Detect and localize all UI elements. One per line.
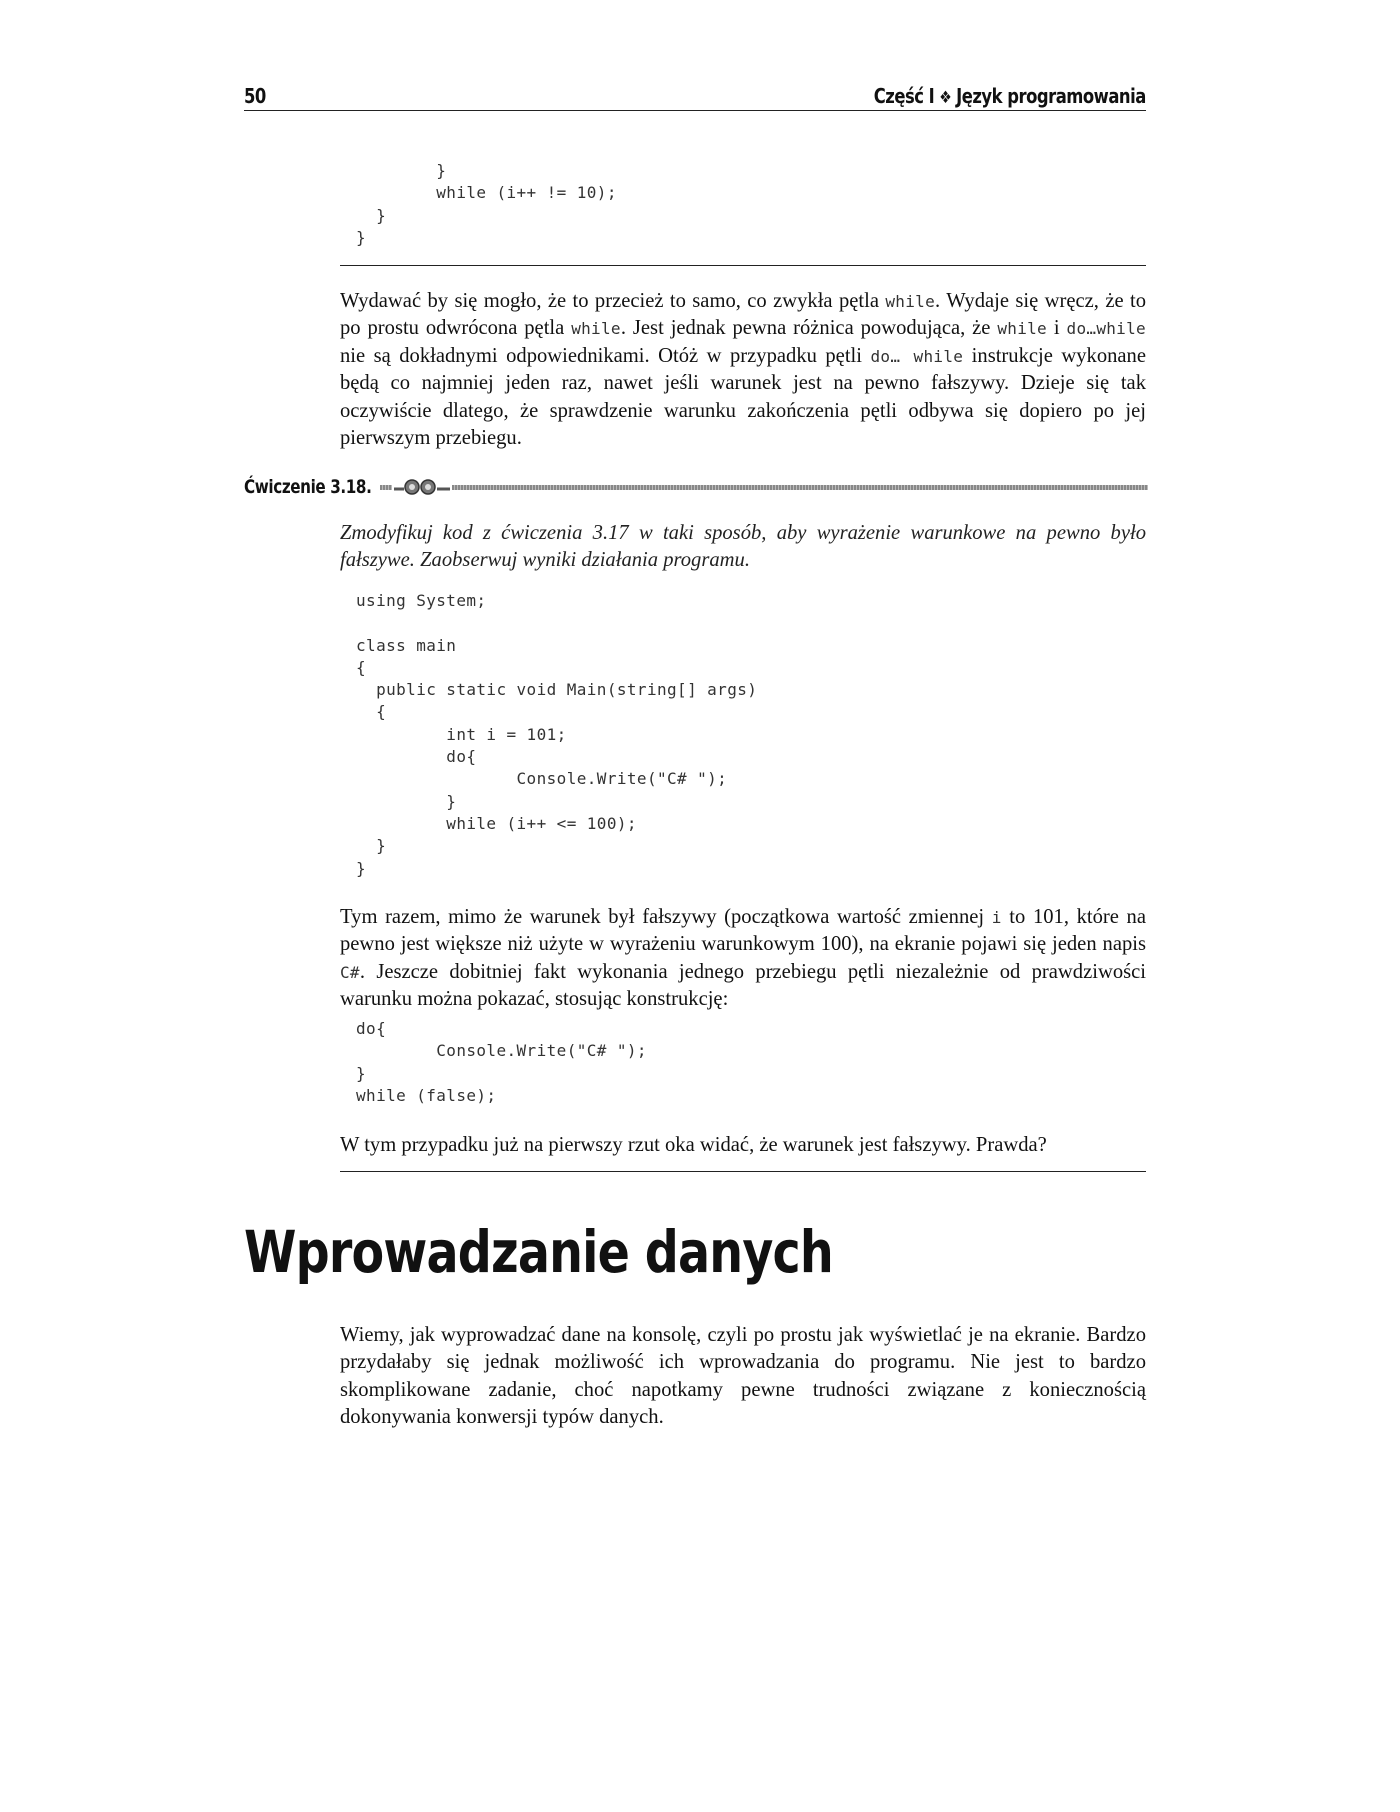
diamond-separator-icon: ❖ (939, 88, 952, 108)
running-title (874, 84, 1146, 108)
exercise-header (244, 476, 1148, 502)
exercise-rule (380, 485, 1148, 490)
page-number: 50 (244, 84, 266, 108)
divider-top (340, 265, 1146, 266)
paragraph-false: W tym przypadku już na pierwszy rzut oka widać, że warunek jest fałszywy. Prawda? (340, 1134, 1047, 1156)
section-heading: Wprowadzanie danych (244, 1218, 833, 1286)
code-block-top: } while (i++ != 10); } } (356, 161, 617, 247)
section-paragraph: Wiemy, jak wyprowadzać dane na konsolę, czyli po prostu jak wyświetlać je na ekranie. Bardzo przydałaby się jednak możliwość ich wprowadzania do programu. Nie jest to bardzo skomplikowane zadanie, choć napotkamy pewne trudności związane z koniecznością dokonywania konwersji typów danych. (340, 1324, 1146, 1429)
part-label: Część I (873, 84, 935, 108)
code-block-main: using System; class main { public static void Main(string[] args) { int i = 101; do{ Console.Write("C# "); } while (i++ <= 100); } } (356, 591, 758, 878)
ornament-icon (392, 476, 452, 498)
page-header (244, 84, 1146, 111)
divider-bottom (340, 1171, 1146, 1172)
exercise-text: Zmodyfikuj kod z ćwiczenia 3.17 w taki sposób, aby wyrażenie warunkowe na pewno było fałszywe. Zaobserwuj wyniki działania programu. (340, 522, 1146, 572)
paragraph-do-while: Wydawać by się mogło, że to przecież to samo, co zwykła pętla while. Wydaje się wręcz, że to po prostu odwrócona pętla while. Jest jednak pewna różnica powodująca, że while i do…while nie są dokładnymi odpowiednikami. Otóż w przypadku pętli do… while instrukcje wykonane będą co najmniej jeden raz, nawet jeśli warunek jest na pewno fałszywy. Dzieje się tak oczywiście dlatego, że sprawdzenie warunku zakończenia pętli odbywa się dopiero po jej pierwszym przebiegu. (340, 290, 1147, 450)
exercise-label: Ćwiczenie 3.18. (244, 476, 372, 498)
chapter-title: Język programowania (956, 84, 1146, 108)
code-block-short: do{ Console.Write("C# "); } while (false); (356, 1019, 647, 1105)
paragraph-result: Tym razem, mimo że warunek był fałszywy (początkowa wartość zmiennej i to 101, które na pewno jest większe niż użyte w wyrażeniu warunkowym 100), na ekranie pojawi się jeden napis C#. Jeszcze dobitniej fakt wykonania jednego przebiegu pętli niezależnie od prawdziwości warunku można pokazać, stosując konstrukcję: (340, 906, 1146, 1011)
